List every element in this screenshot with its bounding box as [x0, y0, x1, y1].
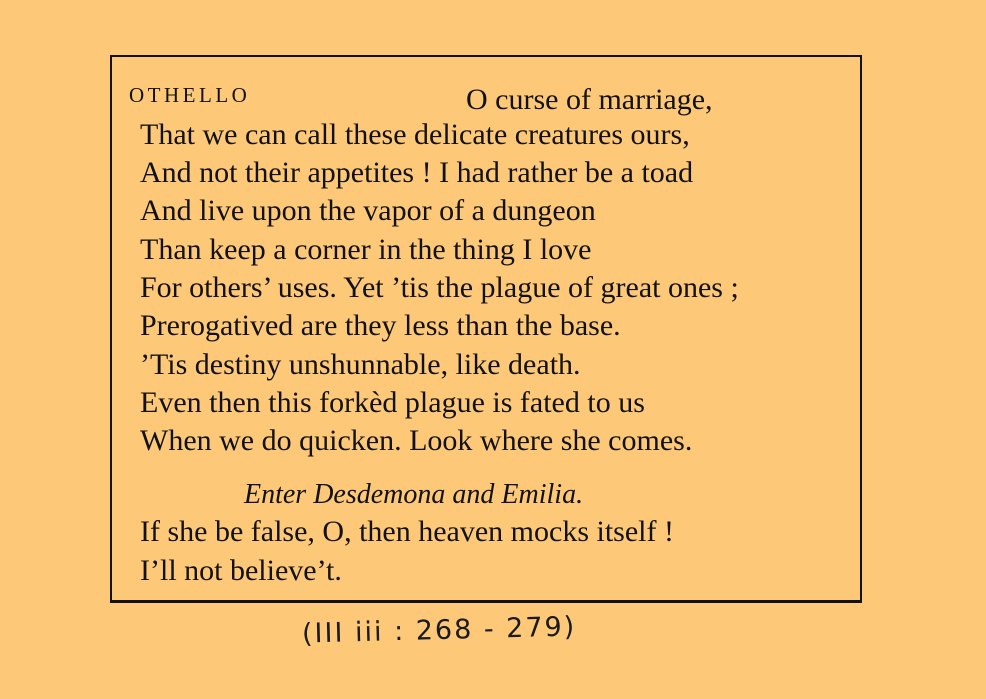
verse-line: Prerogatived are they less than the base.: [140, 309, 621, 342]
verse-line: When we do quicken. Look where she comes.: [140, 424, 693, 457]
passage-box: [110, 55, 862, 603]
verse-line: ’Tis destiny unshunnable, like death.: [140, 348, 581, 381]
verse-line: And not their appetites ! I had rather be a toad: [140, 156, 694, 189]
verse-line: That we can call these delicate creatures ours,: [140, 118, 690, 151]
verse-line: For others’ uses. Yet ’tis the plague of great ones ;: [140, 271, 739, 304]
verse-line: And live upon the vapor of a dungeon: [140, 194, 596, 227]
stage-direction: Enter Desdemona and Emilia.: [244, 479, 584, 510]
verse-line: I’ll not believe’t.: [140, 554, 342, 587]
verse-line: Than keep a corner in the thing I love: [140, 233, 592, 266]
verse-line: If she be false, O, then heaven mocks itself !: [140, 515, 674, 548]
verse-line: Even then this forkèd plague is fated to us: [140, 386, 645, 419]
speaker-name: OTHELLO: [129, 83, 251, 107]
handwritten-reference: (III iii : 268 - 279): [301, 611, 577, 650]
verse-line: O curse of marriage,: [466, 83, 713, 116]
